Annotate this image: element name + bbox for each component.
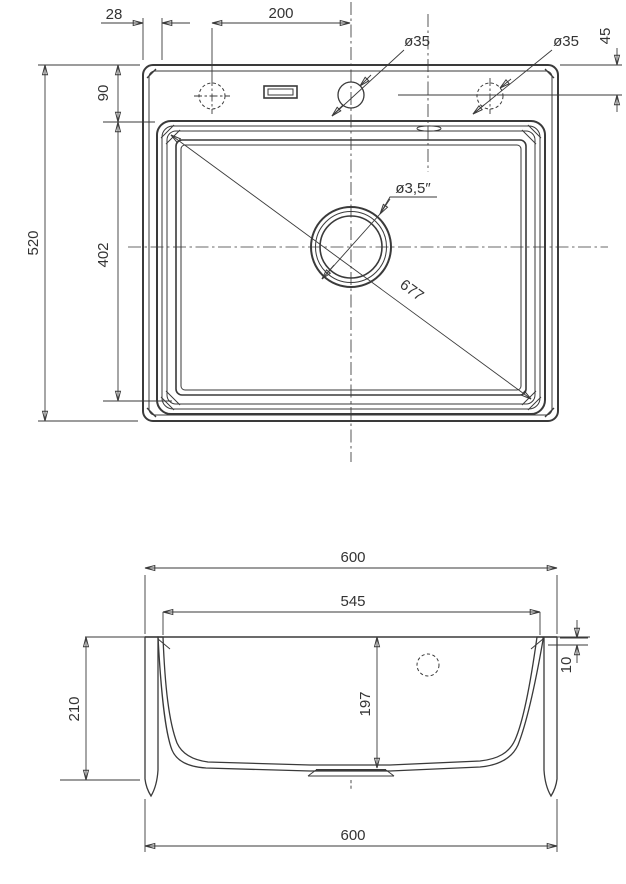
dim-bowl-length-402 <box>95 122 172 401</box>
faucet-hole-right-dashed <box>477 78 503 114</box>
dim-label-677: 677 <box>396 276 427 305</box>
dim-hole-spacing-200 <box>212 5 350 78</box>
section-view <box>60 549 590 852</box>
dim-label-45: 45 <box>597 27 614 45</box>
bowl-wall-section <box>158 637 543 771</box>
dim-label-200: 200 <box>268 5 294 22</box>
dim-label-197: 197 <box>357 691 374 717</box>
dim-label-90: 90 <box>95 84 112 102</box>
dim-label-10: 10 <box>558 656 575 674</box>
dim-rim-lip-10 <box>548 620 588 673</box>
dim-label-545: 545 <box>340 593 366 610</box>
dim-label-hole-left: ø35 <box>404 33 430 50</box>
left-edge-section <box>145 637 158 796</box>
dim-bowl-depth-197 <box>357 637 377 768</box>
drain-recess <box>308 770 394 790</box>
right-edge-section <box>544 637 557 796</box>
dim-label-520: 520 <box>25 230 42 256</box>
dim-hole-from-edge-45 <box>398 28 622 112</box>
dim-bowl-width-545 <box>163 593 540 635</box>
dim-hole-left-label <box>332 33 430 116</box>
dim-label-600-bottom: 600 <box>340 827 366 844</box>
faucet-hole-left-dashed <box>194 78 230 114</box>
dim-overall-height-210 <box>60 637 140 780</box>
dim-rim-to-bowl-90 <box>95 65 155 122</box>
top-view <box>25 2 622 462</box>
dim-label-hole-right: ø35 <box>553 33 579 50</box>
dim-overall-width-600-top <box>145 549 557 634</box>
dim-label-210: 210 <box>66 696 83 722</box>
sink-outline <box>143 65 558 421</box>
soap-dispenser-slot <box>264 86 297 98</box>
dim-label-28: 28 <box>105 6 123 23</box>
dim-hole-right-label <box>473 33 579 114</box>
overflow-tab <box>414 126 444 131</box>
overflow-hole-dashed <box>417 654 439 676</box>
dim-label-402: 402 <box>95 242 112 268</box>
dim-base-width-600-bottom <box>145 799 557 852</box>
dim-edge-offset-28 <box>101 6 190 60</box>
dim-diagonal-677 <box>171 135 531 399</box>
dim-label-600-top: 600 <box>340 549 366 566</box>
dim-overall-depth-520 <box>25 65 140 421</box>
dim-drain-label <box>322 180 437 279</box>
dim-label-drain: ø3,5″ <box>395 180 431 197</box>
